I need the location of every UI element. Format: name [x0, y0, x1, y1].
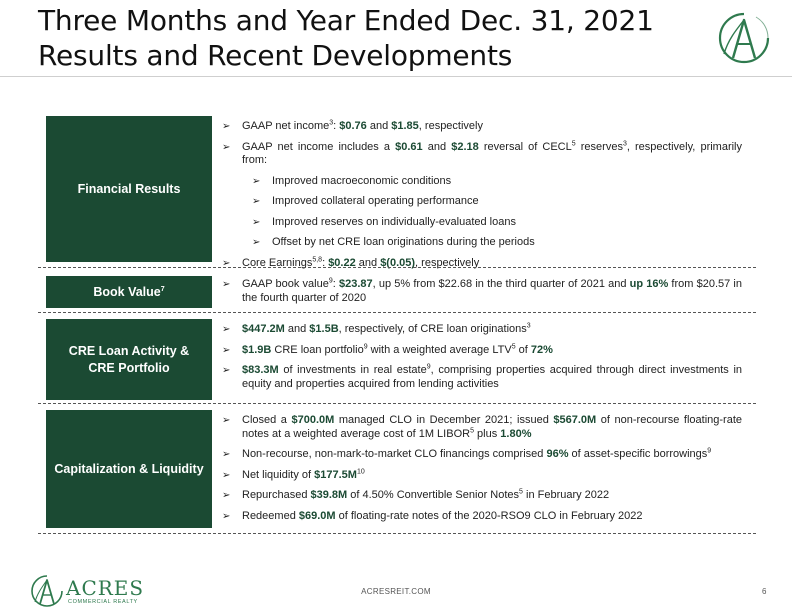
bullet-clo-financings: ➢ Non-recourse, non-mark-to-market CLO financings comprised 96% of asset-specific borrowings$^9$: [222, 447, 712, 460]
page-title: [38, 3, 654, 73]
arrow-bullet-icon: ➢: [222, 510, 231, 522]
dashed-separator: [38, 267, 756, 268]
arrow-bullet-icon: ➢: [252, 196, 261, 207]
bullet-cre-originations: ➢ $447.2M and $1.5B, respectively, of CRE loan originations$^3$: [222, 322, 531, 335]
cre-content: [222, 323, 742, 391]
bullet-redeemed-notes: ➢ Redeemed $69.0M of floating-rate notes of the 2020-RSO9 CLO in February 2022: [222, 509, 643, 522]
label-book-value: Book Value$^7$: [46, 276, 212, 308]
book-value-content: [222, 278, 742, 305]
label-capitalization-liquidity: Capitalization & Liquidity: [46, 410, 212, 528]
dashed-separator: [38, 403, 756, 404]
title-divider: [0, 76, 792, 77]
arrow-bullet-icon: ➢: [252, 216, 261, 228]
arrow-bullet-icon: ➢: [222, 415, 231, 426]
label-financial-results: Financial Results: [46, 116, 212, 262]
sub-bullet: ➢ Improved macroeconomic conditions: [252, 174, 452, 187]
bullet-repurchased-notes: ➢ Repurchased $39.8M of 4.50% Convertible Senior Notes$^5$ in February 2022: [222, 488, 610, 501]
footer-brand: ACRES: [66, 576, 145, 600]
page-number: 6: [762, 587, 767, 596]
cap-content: [222, 414, 742, 523]
bullet-real-estate-investments: ➢ $83.3M of investments in real estate$^9$, comprising properties acquired through direct investments in equity and properties acquired from lending activities: [222, 363, 743, 390]
acres-a-logo-icon: [716, 10, 772, 66]
financial-content: [222, 120, 742, 270]
arrow-bullet-icon: ➢: [222, 449, 231, 460]
bullet-gaap-net-income-includes: ➢ GAAP net income includes a $0.61 and $2.18 reversal of CECL$^5$ reserves$^3$, respectively, primarily from:: [222, 139, 743, 166]
footer-url[interactable]: ACRESREIT.COM: [361, 587, 431, 596]
arrow-bullet-icon: ➢: [222, 490, 231, 501]
dashed-separator: [38, 312, 756, 313]
arrow-bullet-icon: ➢: [252, 237, 261, 248]
label-cre-loan-activity: CRE Loan Activity & CRE Portfolio: [46, 319, 212, 400]
bullet-net-liquidity: ➢ Net liquidity of $\$177.5M^{10}$: [222, 467, 365, 481]
dashed-separator: [38, 533, 756, 534]
section-capitalization-liquidity: [46, 410, 756, 528]
arrow-bullet-icon: ➢: [222, 365, 231, 376]
sub-bullet: ➢ Improved collateral operating performance: [252, 195, 479, 207]
title-line-1: Three Months and Year Ended Dec. 31, 2021: [38, 4, 654, 37]
title-line-2: Results and Recent Developments: [38, 39, 513, 72]
arrow-bullet-icon: ➢: [222, 469, 231, 481]
section-cre-loan-activity: [46, 319, 756, 400]
footer-tagline: COMMERCIAL REALTY: [68, 599, 138, 605]
bullet-clo-closed: ➢ Closed a $700.0M managed CLO in December 2021; issued $567.0M of non-recourse floating-rate notes at a weighted average cost of 1M LIBOR$^5$ plus 1.80%: [222, 414, 742, 440]
bullet-cre-portfolio: ➢ $1.9B CRE loan portfolio$^9$ with a weighted average LTV$^5$ of 72%: [222, 342, 553, 356]
arrow-bullet-icon: ➢: [222, 344, 231, 356]
bullet-core-earnings: ➢ Core Earnings$^{5,8}$: $0.22 and $(0.05), respectively: [222, 255, 480, 269]
arrow-bullet-icon: ➢: [222, 324, 231, 335]
bullet-gaap-net-income: ➢ GAAP net income$^3$: $0.76 and $1.85, respectively: [222, 119, 483, 132]
arrow-bullet-icon: ➢: [222, 141, 231, 153]
arrow-bullet-icon: ➢: [222, 257, 231, 269]
section-financial-results: [46, 116, 756, 269]
arrow-bullet-icon: ➢: [252, 175, 261, 187]
sub-bullet: ➢ Improved reserves on individually-evaluated loans: [252, 215, 516, 228]
arrow-bullet-icon: ➢: [222, 279, 231, 290]
section-book-value: [46, 274, 756, 310]
bullet-gaap-book-value: ➢ GAAP book value$^9$: $23.87, up 5% from $22.68 in the third quarter of 2021 and up 16% from $20.57 in the fourth quarter of 2020: [222, 277, 742, 304]
arrow-bullet-icon: ➢: [222, 121, 231, 132]
sub-bullet: ➢ Offset by net CRE loan originations during the periods: [252, 236, 535, 248]
